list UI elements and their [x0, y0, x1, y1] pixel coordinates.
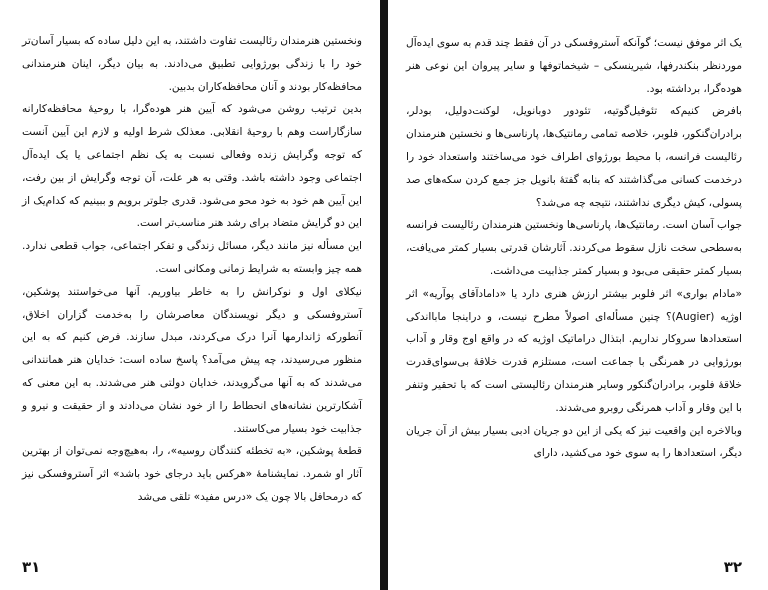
- left-paragraph-4: نیکلای اول و نوکرانش را به خاطر بیاوریم. آنها می‌خواستند پوشکین، آستروفسکی و دیگر نویسندگان معاصرشان را به‌خدمت گزاران اخلاق، آنطورکه ژاندارمها آنرا درک می‌کردند، مبدل سازند. فرض کنیم که به این منظور می‌رسیدند، چه پیش می‌آمد؟ پاسخ ساده است: خدایان هنر همانندانی می‌شدند که به آنها می‌گرویدند، خدایان دولتی هنر می‌شدند. به این معنی که آشکارترین نشانه‌های انحطاط را از خود نشان می‌دادند و از حقیقت و نیرو و جذابیت خود بسیار می‌کاستند.: [22, 285, 362, 435]
- right-paragraph-5: وبالاخره این واقعیت نیز که یکی از این دو جریان ادبی بسیار بیش از آن جریان دیگر، استعدادها را به سوی خود می‌کشید، دارای: [406, 424, 742, 460]
- book-gutter: [380, 0, 388, 590]
- page-number-right: ۳۲: [723, 558, 742, 576]
- right-paragraph-2: بافرض کنیم‌که تئوفیل‌گوتیه، تئودور دوبانویل، لوکنت‌دولیل، بودلر، برادران‌گنکور، فلوبر، خلاصه تمامی رمانتیک‌ها، پارناسی‌ها و نخستین هنرمندان رئالیست فرانسه، با محیط بورژوای اطراف خود می‌ساختند واستعداد خود را درخدمت کسانی می‌گذاشتند که بنابه گفتهٔ بانویل جز جمع کردن سکه‌های صد پسولی، کیش دیگری نداشتند، نتیجه چه می‌شد؟: [406, 105, 742, 209]
- right-page: [388, 0, 768, 590]
- right-paragraph-4: «مادام بواری» اثر فلوبر بیشتر ارزش هنری دارد یا «داماد‌آقای پوآریه» اثر اوژیه (Augier)؟ چنین مسأله‌ای اصولاً مطرح نیست، و دراینجا مابااندکی استعدادها سروکار نداریم. ابتذال دراماتیک اوژیه که در واقع اوج وقار و آداب بورژوایی در همرنگی با جماعت است، مستلزم قدرت خلاقهٔ بی‌سوای‌قدرت خلاقهٔ فلوبر، برادران‌گنکور وسایر هنرمندان رئالیستی است که با تحقیر وتنفر با این وقار و آداب همرنگی روبرو می‌شدند.: [406, 287, 742, 414]
- left-paragraph-1: ونخستین هنرمندان رئالیست تفاوت داشتند، به این دلیل ساده که بسیار آسان‌تر خود را با زندگی بورژوایی تطبیق می‌دادند. به بیان دیگر، اینان هنرمندانی محافظه‌کار بودند و آنان محافظه‌کاران بدبین.: [22, 35, 362, 93]
- page-number-left: ۳۱: [22, 558, 41, 576]
- right-paragraph-1: یک اثر موفق نیست؛ گوآنکه آستروفسکی در آن فقط چند قدم به سوی ایده‌آل موردنظر بنکندرفها، شیرینسکی – شیخماتوفها و سایر پیروان این نوعی هنر هوده‌گرا، برداشته بود.: [406, 37, 742, 95]
- left-paragraph-5: قطعهٔ پوشکین، «به تخطئه کنندگان روسیه»، را، به‌هیچ‌وجه نمی‌توان از بهترین آثار او شمرد. نمایشنامهٔ «هرکس باید درجای خود باشد» اثر آستروفسکی نیز که درمحافل بالا چون یک «درس مفید» تلقی می‌شد: [22, 445, 362, 503]
- left-paragraph-2: بدین ترتیب روشن می‌شود که آیین هنر هوده‌گرا، با روحیهٔ محافظه‌کارانه سازگاراست وهم با روحیهٔ انقلابی. معذلک شرط اولیه و لازم این آیین آنست که توجه وگرایش زنده وفعالی نسبت به یک نظم اجتماعی یا یک ایده‌آل اجتماعی وجود داشته باشد. وقتی به هر علت، آن توجه وگرایش از بین رفت، این آیین هم خود به خود محو می‌شود. قدری جلوتر برویم و ببینیم که کدام‌یک از این دو گرایش متضاد برای رشد هنر مناسب‌تر است.: [22, 103, 362, 230]
- left-paragraph-3: این مسأله نیز مانند دیگر، مسائل زندگی و تفکر اجتماعی، جواب قطعی ندارد. همه چیز وابسته به شرایط زمانی ومکانی است.: [22, 240, 362, 275]
- right-paragraph-3: جواب آسان است. رمانتیک‌ها، پارناسی‌ها ونخستین هنرمندان رئالیست فرانسه به‌سطحی سخت نازل سقوط می‌کردند. آثارشان قدرتی بسیار کمتر می‌یافت، بسیار کمتر حقیقی می‌بود و بسیار کمتر جذابیت می‌داشت.: [406, 219, 742, 277]
- left-page: [0, 0, 380, 590]
